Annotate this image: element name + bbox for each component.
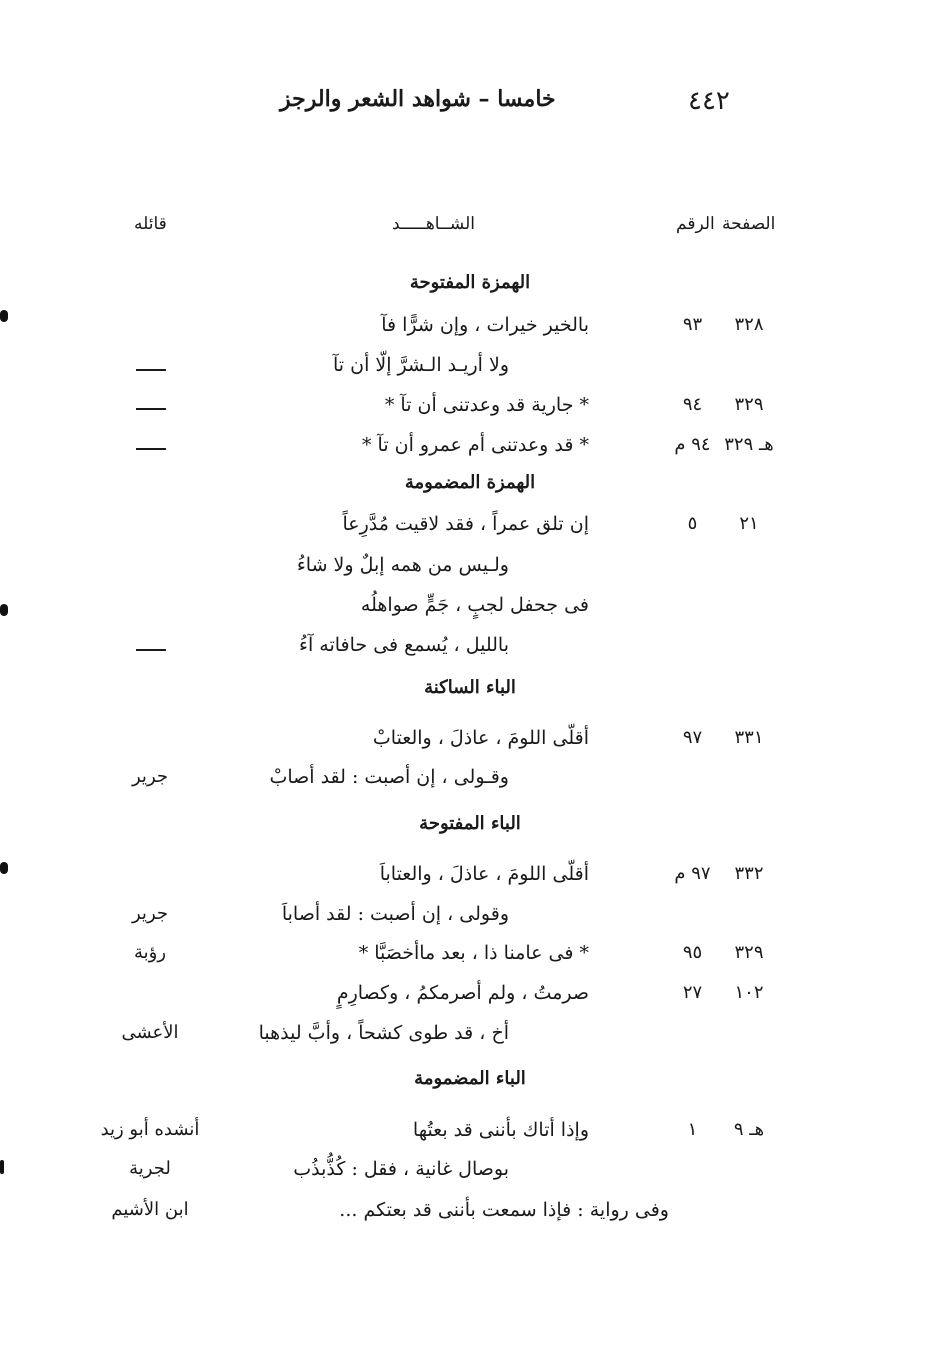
entry-number: ٩٧ م: [674, 863, 711, 884]
section-heading: الباء المفتوحة: [419, 813, 521, 834]
entry-number: ٢٧: [682, 982, 703, 1003]
poet-unknown-dash: [136, 408, 166, 410]
verse-line: بوصال غانية ، فقل : كُذُّبذُب: [293, 1158, 509, 1180]
running-title: خامسا – شواهد الشعر والرجز: [280, 86, 556, 112]
section-heading: الباء المضمومة: [414, 1068, 526, 1089]
column-header-verse: الشــاهـــــد: [392, 214, 475, 234]
verse-line: صرمتُ ، ولم أصرمكمُ ، وكصارِمٍ: [336, 982, 589, 1004]
poet-name: رؤبة: [133, 942, 167, 963]
verse-line: وقـولى ، إن أصبت : لقد أصابْ: [269, 766, 509, 788]
verse-line: بالخير خيرات ، وإن شرًّا فآ: [381, 314, 589, 336]
entry-number: ١: [687, 1119, 698, 1140]
entry-page: ٣٣١: [734, 727, 764, 748]
entry-number: ٩٧: [682, 727, 703, 748]
entry-number: ٥: [687, 513, 698, 534]
column-header-poet: قائله: [134, 214, 167, 234]
scan-mark: [0, 1160, 4, 1174]
poet-name: الأعشى: [121, 1022, 179, 1043]
poet-name: أنشده أبو زيد: [100, 1119, 200, 1140]
section-heading: الهمزة المفتوحة: [409, 272, 531, 293]
verse-line: وفى رواية : فإذا سمعت بأننى قد بعتكم ...: [339, 1199, 669, 1221]
verse-line: * جارية قد وعدتنى أن تآ *: [384, 394, 589, 416]
verse-line: وقولى ، إن أصبت : لقد أصاباَ: [281, 903, 509, 925]
column-header-number: الرقم: [676, 214, 715, 234]
verse-line: ولـيس من همه إبلٌ ولا شاءُ: [296, 554, 509, 576]
entry-page: ٣٣٢: [734, 863, 764, 884]
scan-mark: [0, 862, 8, 874]
verse-line: وإذا أتاك بأننى قد بعتُها: [412, 1119, 589, 1141]
entry-number: ٩٥: [682, 942, 703, 963]
verse-line: ولا أريـد الـشرَّ إلّا أن تآ: [333, 354, 509, 376]
entry-page: ٣٢٩: [734, 394, 764, 415]
entry-page: ٣٢٨: [734, 314, 764, 335]
verse-line: أقلّى اللومَ ، عاذلَ ، والعتابْ: [372, 727, 589, 749]
section-heading: الهمزة المضمومة: [404, 472, 536, 493]
poet-unknown-dash: [136, 369, 166, 371]
verse-line: فى جحفل لجبٍ ، جَمٍّ صواهلُه: [360, 594, 589, 616]
verse-line: أخ ، قد طوى كشحاً ، وأبَّ ليذهبا: [258, 1022, 509, 1044]
section-heading: الباء الساكنة: [424, 677, 516, 698]
entry-number: ٩٣: [682, 314, 703, 335]
verse-line: بالليل ، يُسمع فى حافاته آءُ: [299, 634, 509, 656]
verse-line: * قد وعدتنى أم عمرو أن تآ *: [361, 434, 589, 456]
poet-name: لجرية: [129, 1158, 171, 1179]
poet-unknown-dash: [136, 448, 166, 450]
entry-page: ١٠٢: [734, 982, 764, 1003]
poet-unknown-dash: [136, 649, 166, 651]
poet-name: جرير: [132, 766, 168, 787]
column-header-page: الصفحة: [722, 214, 776, 234]
scan-mark: [0, 310, 8, 322]
verse-line: * فى عامنا ذا ، بعد ماأخصَبَّا *: [358, 942, 589, 964]
scan-mark: [0, 604, 8, 616]
poet-name: جرير: [132, 903, 168, 924]
entry-page: ٢١: [739, 513, 759, 534]
entry-number: ٩٤ م: [674, 434, 711, 455]
entry-page: ٣٢٩: [734, 942, 764, 963]
poet-name: ابن الأشيم: [111, 1199, 189, 1220]
verse-line: إن تلق عمراً ، فقد لاقيت مُدَّرِعاً: [342, 513, 589, 535]
entry-number: ٩٤: [682, 394, 703, 415]
entry-page: هـ ٩: [733, 1119, 765, 1140]
verse-line: أقلّى اللومَ ، عاذلَ ، والعتاباَ: [379, 863, 589, 885]
page-number: ٤٤٢: [688, 86, 730, 116]
entry-page: هـ ٣٢٩: [724, 434, 774, 455]
